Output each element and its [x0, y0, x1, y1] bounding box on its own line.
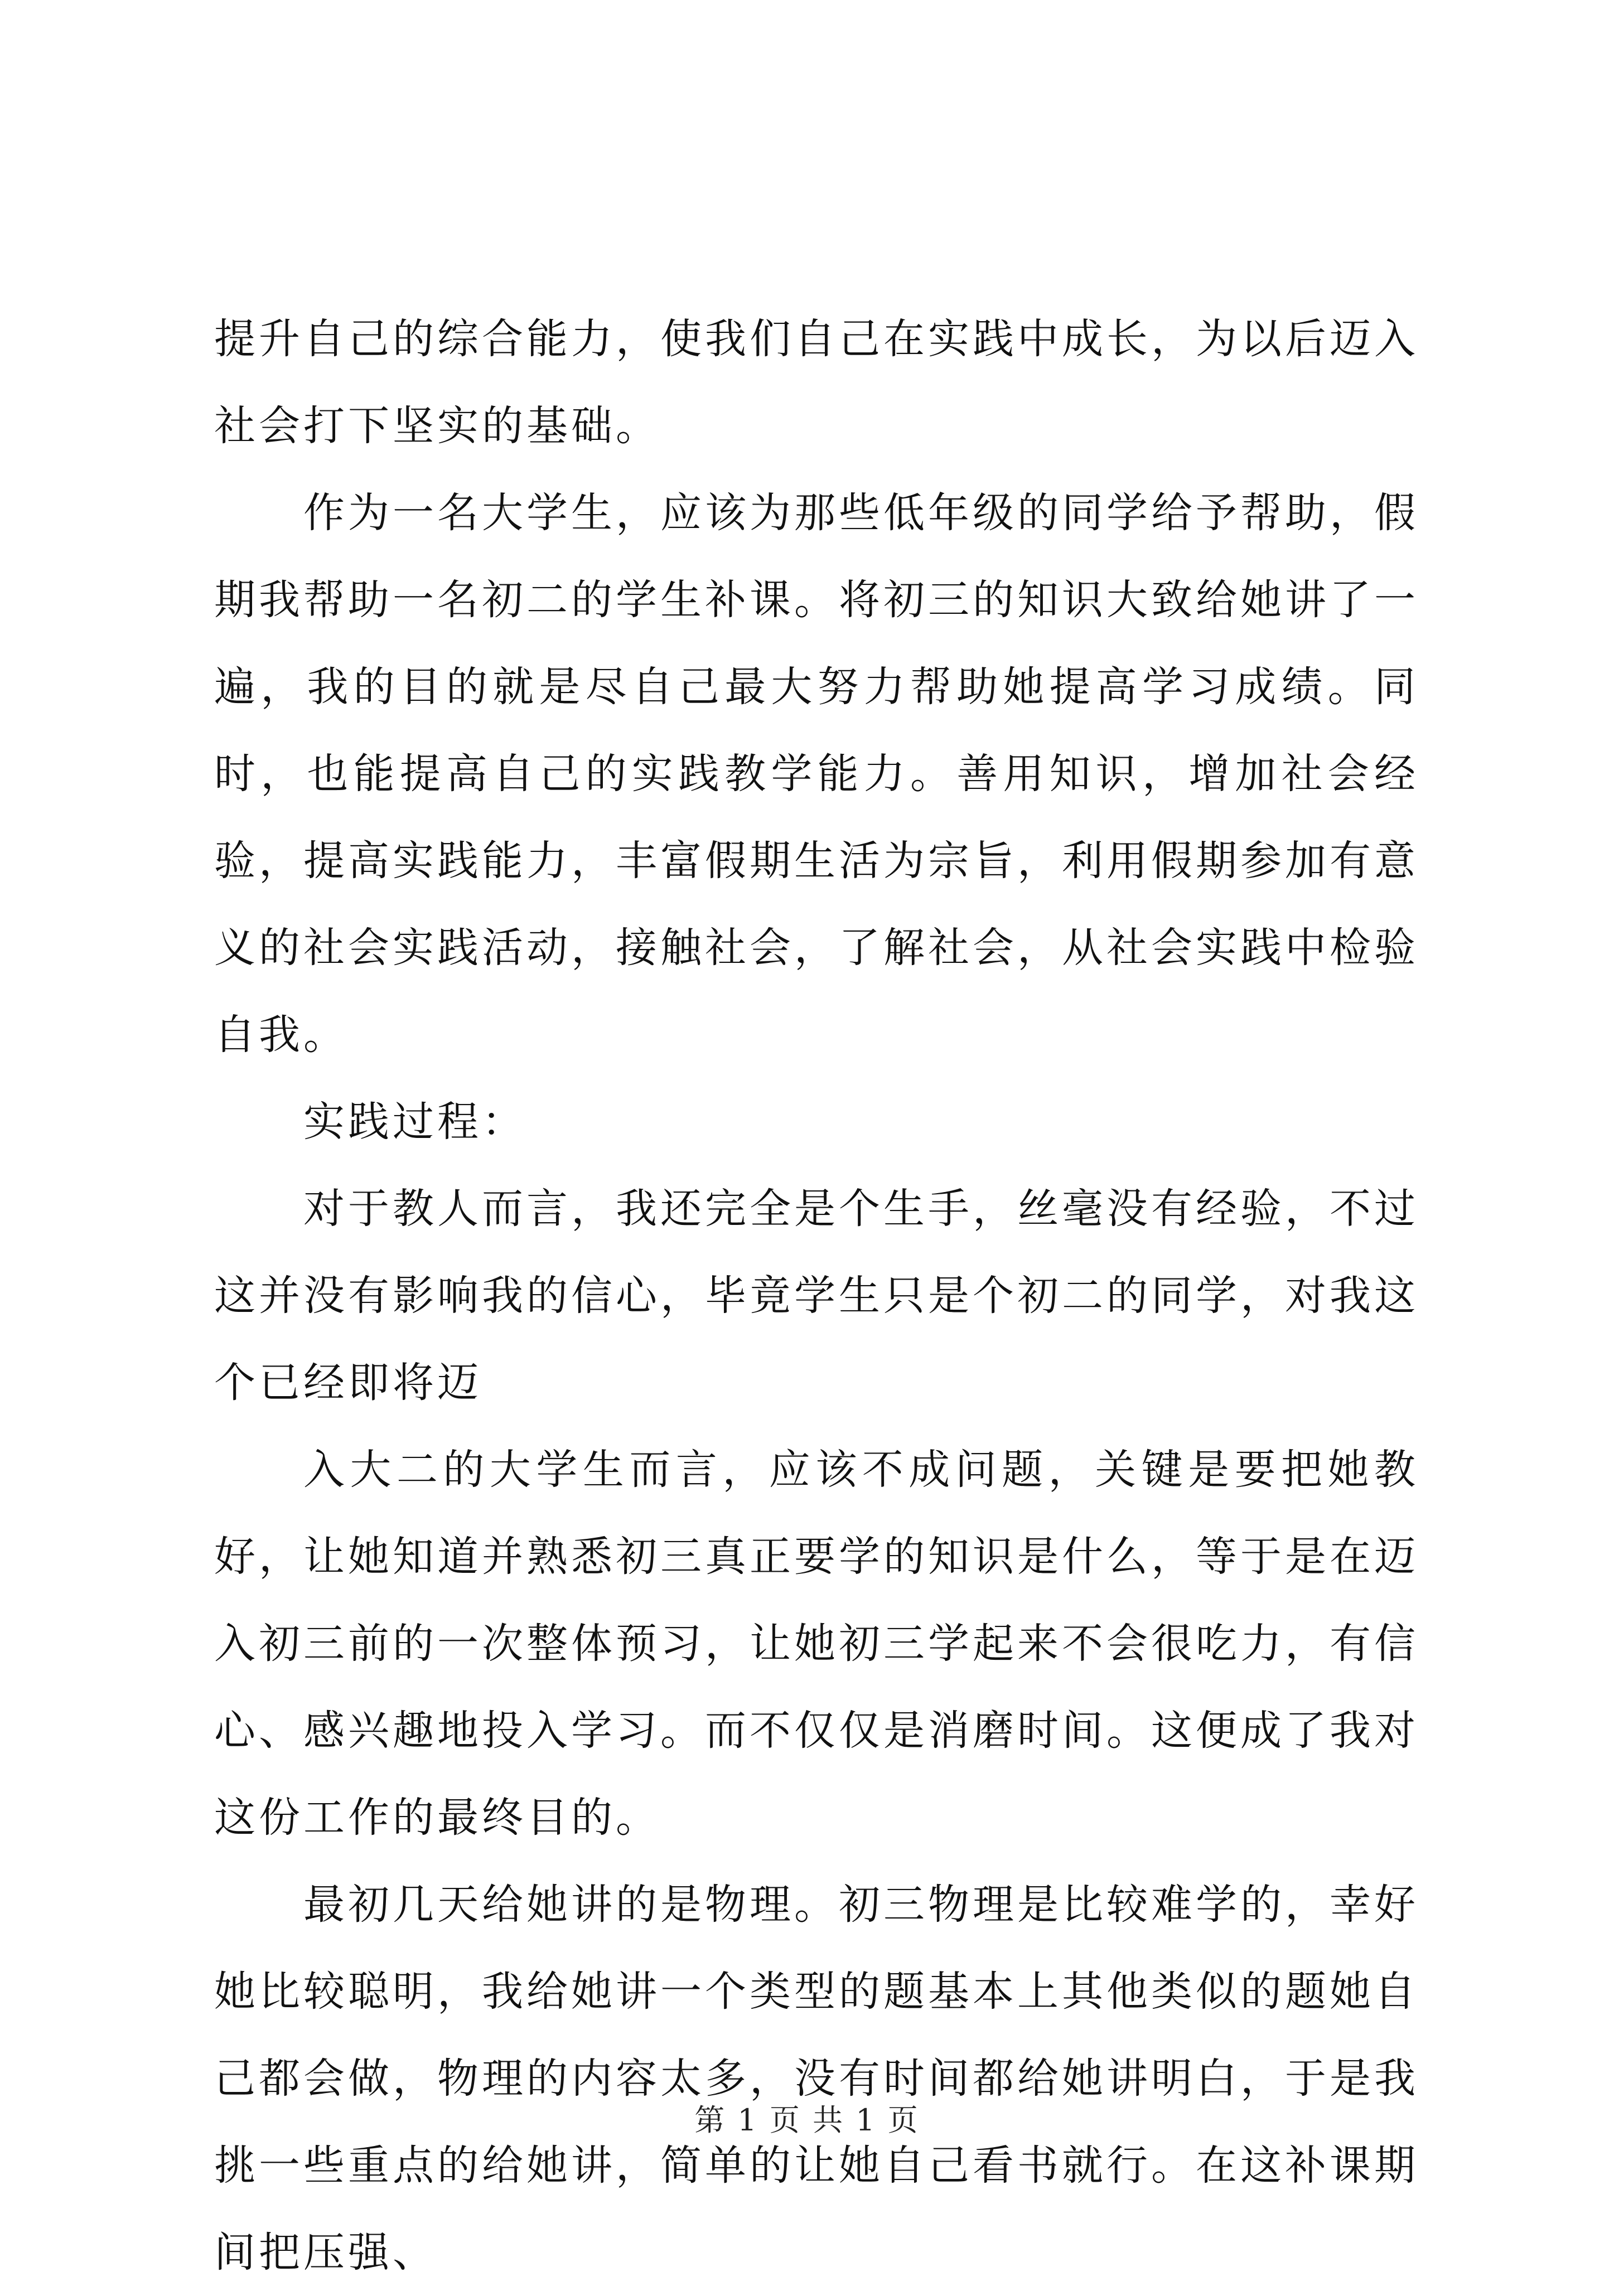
- paragraph-4: 对于教人而言，我还完全是个生手，丝毫没有经验，不过这并没有影响我的信心，毕竟学生只是个初二的同学，对我这个已经即将迈: [214, 1185, 1419, 1407]
- page-footer: 第 1 页 共 1 页: [694, 2103, 920, 2138]
- paragraph-6: 最初几天给她讲的是物理。初三物理是比较难学的，幸好她比较聪明，我给她讲一个类型的题基本上其他类似的题她自己都会做，物理的内容太多，没有时间都给她讲明白，于是我挑一些重点的给她讲，简单的让她自己看书就行。在这补课期间把压强、: [214, 1881, 1419, 2276]
- paragraph-2: 作为一名大学生，应该为那些低年级的同学给予帮助，假期我帮助一名初二的学生补课。将初三的知识大致给她讲了一遍，我的目的就是尽自己最大努力帮助她提高学习成绩。同时，也能提高自己的实践教学能力。善用知识，增加社会经验，提高实践能力，丰富假期生活为宗旨，利用假期参加有意义的社会实践活动，接触社会，了解社会，从社会实践中检验自我。: [214, 489, 1419, 1059]
- document-body: [214, 296, 1419, 2296]
- paragraph-5: 入大二的大学生而言，应该不成问题，关键是要把她教好，让她知道并熟悉初三真正要学的知识是什么，等于是在迈入初三前的一次整体预习，让她初三学起来不会很吃力，有信心、感兴趣地投入学习。而不仅仅是消磨时间。这便成了我对这份工作的最终目的。: [214, 1446, 1419, 1842]
- paragraph-3-heading: 实践过程：: [303, 1098, 526, 1146]
- paragraph-1: 提升自己的综合能力，使我们自己在实践中成长，为以后迈入社会打下坚实的基础。: [214, 315, 1419, 450]
